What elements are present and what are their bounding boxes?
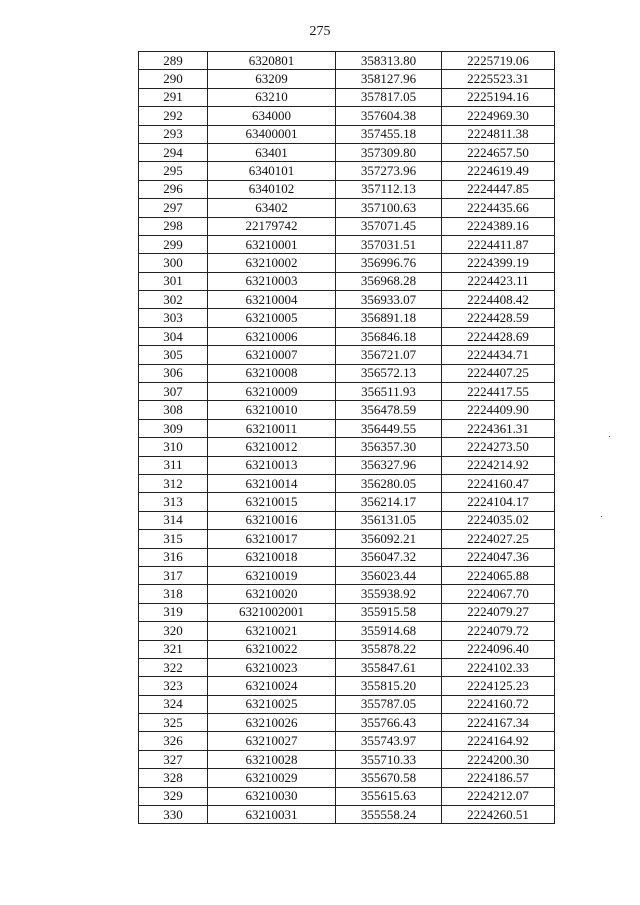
- table-row: [139, 419, 555, 437]
- point-index-cell: 314: [139, 511, 208, 529]
- point-id-cell: 63210018: [208, 548, 336, 566]
- y-coordinate-cell: 2224186.57: [442, 769, 555, 787]
- x-coordinate-cell: 356721.07: [336, 346, 442, 364]
- x-coordinate-cell: 355743.97: [336, 732, 442, 750]
- point-index-cell: 330: [139, 806, 208, 824]
- x-coordinate-cell: 357604.38: [336, 107, 442, 125]
- x-coordinate-cell: 355915.58: [336, 603, 442, 621]
- y-coordinate-cell: 2224035.02: [442, 511, 555, 529]
- point-index-cell: 297: [139, 199, 208, 217]
- table-row: [139, 695, 555, 713]
- x-coordinate-cell: 357031.51: [336, 235, 442, 253]
- table-row: [139, 180, 555, 198]
- x-coordinate-cell: 357071.45: [336, 217, 442, 235]
- point-index-cell: 319: [139, 603, 208, 621]
- point-id-cell: 63210007: [208, 346, 336, 364]
- point-id-cell: 6340101: [208, 162, 336, 180]
- table-row: [139, 658, 555, 676]
- point-index-cell: 322: [139, 658, 208, 676]
- x-coordinate-cell: 356996.76: [336, 254, 442, 272]
- point-id-cell: 63210: [208, 88, 336, 106]
- point-index-cell: 321: [139, 640, 208, 658]
- point-index-cell: 329: [139, 787, 208, 805]
- table-row: [139, 787, 555, 805]
- table-row: [139, 677, 555, 695]
- point-index-cell: 325: [139, 714, 208, 732]
- page-number: 275: [309, 24, 331, 39]
- x-coordinate-cell: 355787.05: [336, 695, 442, 713]
- table-row: [139, 806, 555, 824]
- point-id-cell: 63401: [208, 143, 336, 161]
- table-row: [139, 125, 555, 143]
- table-row: [139, 622, 555, 640]
- x-coordinate-cell: 356968.28: [336, 272, 442, 290]
- x-coordinate-cell: 355815.20: [336, 677, 442, 695]
- point-id-cell: 63210013: [208, 456, 336, 474]
- table-row: [139, 566, 555, 584]
- point-id-cell: 63210024: [208, 677, 336, 695]
- x-coordinate-cell: 355847.61: [336, 658, 442, 676]
- table-row: [139, 640, 555, 658]
- x-coordinate-cell: 355710.33: [336, 750, 442, 768]
- y-coordinate-cell: 2224047.36: [442, 548, 555, 566]
- x-coordinate-cell: 356023.44: [336, 566, 442, 584]
- x-coordinate-cell: 357112.13: [336, 180, 442, 198]
- y-coordinate-cell: 2224389.16: [442, 217, 555, 235]
- point-index-cell: 315: [139, 530, 208, 548]
- table-row: [139, 143, 555, 161]
- y-coordinate-cell: 2224200.30: [442, 750, 555, 768]
- y-coordinate-cell: 2224164.92: [442, 732, 555, 750]
- table-row: [139, 493, 555, 511]
- point-index-cell: 328: [139, 769, 208, 787]
- y-coordinate-cell: 2224434.71: [442, 346, 555, 364]
- x-coordinate-cell: 356449.55: [336, 419, 442, 437]
- table-row: [139, 530, 555, 548]
- point-index-cell: 326: [139, 732, 208, 750]
- point-index-cell: 300: [139, 254, 208, 272]
- table-row: [139, 327, 555, 345]
- table-row: [139, 107, 555, 125]
- y-coordinate-cell: 2225194.16: [442, 88, 555, 106]
- point-index-cell: 299: [139, 235, 208, 253]
- y-coordinate-cell: 2224447.85: [442, 180, 555, 198]
- y-coordinate-cell: 2224104.17: [442, 493, 555, 511]
- table-row: [139, 199, 555, 217]
- y-coordinate-cell: 2224657.50: [442, 143, 555, 161]
- point-index-cell: 290: [139, 70, 208, 88]
- point-id-cell: 6321002001: [208, 603, 336, 621]
- table-row: [139, 548, 555, 566]
- y-coordinate-cell: 2224411.87: [442, 235, 555, 253]
- y-coordinate-cell: 2224361.31: [442, 419, 555, 437]
- point-id-cell: 63209: [208, 70, 336, 88]
- y-coordinate-cell: 2225523.31: [442, 70, 555, 88]
- point-id-cell: 63210001: [208, 235, 336, 253]
- point-id-cell: 22179742: [208, 217, 336, 235]
- y-coordinate-cell: 2224273.50: [442, 438, 555, 456]
- point-id-cell: 63210010: [208, 401, 336, 419]
- x-coordinate-cell: 355914.68: [336, 622, 442, 640]
- y-coordinate-cell: 2224079.72: [442, 622, 555, 640]
- point-id-cell: 63210004: [208, 291, 336, 309]
- y-coordinate-cell: 2224125.23: [442, 677, 555, 695]
- point-index-cell: 289: [139, 52, 208, 70]
- coordinate-table: [138, 51, 555, 824]
- point-id-cell: 63210020: [208, 585, 336, 603]
- point-id-cell: 63210009: [208, 383, 336, 401]
- x-coordinate-cell: 356572.13: [336, 364, 442, 382]
- table-row: [139, 383, 555, 401]
- x-coordinate-cell: 357455.18: [336, 125, 442, 143]
- table-row: [139, 750, 555, 768]
- point-id-cell: 63210002: [208, 254, 336, 272]
- y-coordinate-cell: 2224408.42: [442, 291, 555, 309]
- table-row: [139, 511, 555, 529]
- point-index-cell: 296: [139, 180, 208, 198]
- table-row: [139, 346, 555, 364]
- point-id-cell: 63210006: [208, 327, 336, 345]
- point-id-cell: 63210022: [208, 640, 336, 658]
- y-coordinate-cell: 2224428.59: [442, 309, 555, 327]
- y-coordinate-cell: 2224619.49: [442, 162, 555, 180]
- point-index-cell: 293: [139, 125, 208, 143]
- point-id-cell: 63210028: [208, 750, 336, 768]
- x-coordinate-cell: 356478.59: [336, 401, 442, 419]
- x-coordinate-cell: 358313.80: [336, 52, 442, 70]
- table-row: [139, 272, 555, 290]
- y-coordinate-cell: 2224212.07: [442, 787, 555, 805]
- y-coordinate-cell: 2224067.70: [442, 585, 555, 603]
- point-index-cell: 303: [139, 309, 208, 327]
- x-coordinate-cell: 357309.80: [336, 143, 442, 161]
- x-coordinate-cell: 356933.07: [336, 291, 442, 309]
- table-row: [139, 732, 555, 750]
- x-coordinate-cell: 356047.32: [336, 548, 442, 566]
- point-index-cell: 316: [139, 548, 208, 566]
- point-index-cell: 320: [139, 622, 208, 640]
- x-coordinate-cell: 356280.05: [336, 474, 442, 492]
- point-index-cell: 324: [139, 695, 208, 713]
- y-coordinate-cell: 2224167.34: [442, 714, 555, 732]
- x-coordinate-cell: 357817.05: [336, 88, 442, 106]
- table-row: [139, 162, 555, 180]
- y-coordinate-cell: 2224428.69: [442, 327, 555, 345]
- coordinate-table-body: [139, 52, 555, 824]
- point-id-cell: 6320801: [208, 52, 336, 70]
- y-coordinate-cell: 2224027.25: [442, 530, 555, 548]
- table-row: [139, 254, 555, 272]
- point-id-cell: 63210031: [208, 806, 336, 824]
- point-id-cell: 63210003: [208, 272, 336, 290]
- y-coordinate-cell: 2224260.51: [442, 806, 555, 824]
- point-id-cell: 63210008: [208, 364, 336, 382]
- point-id-cell: 63210016: [208, 511, 336, 529]
- y-coordinate-cell: 2224160.47: [442, 474, 555, 492]
- point-index-cell: 311: [139, 456, 208, 474]
- point-id-cell: 63210021: [208, 622, 336, 640]
- point-index-cell: 292: [139, 107, 208, 125]
- point-index-cell: 312: [139, 474, 208, 492]
- point-id-cell: 634000: [208, 107, 336, 125]
- table-row: [139, 769, 555, 787]
- point-index-cell: 307: [139, 383, 208, 401]
- table-row: [139, 456, 555, 474]
- point-id-cell: 6340102: [208, 180, 336, 198]
- y-coordinate-cell: 2224102.33: [442, 658, 555, 676]
- table-row: [139, 585, 555, 603]
- point-index-cell: 302: [139, 291, 208, 309]
- y-coordinate-cell: 2225719.06: [442, 52, 555, 70]
- table-row: [139, 438, 555, 456]
- point-id-cell: 63210030: [208, 787, 336, 805]
- point-id-cell: 63402: [208, 199, 336, 217]
- y-coordinate-cell: 2224065.88: [442, 566, 555, 584]
- x-coordinate-cell: 356891.18: [336, 309, 442, 327]
- point-index-cell: 304: [139, 327, 208, 345]
- point-index-cell: 313: [139, 493, 208, 511]
- y-coordinate-cell: 2224423.11: [442, 272, 555, 290]
- y-coordinate-cell: 2224079.27: [442, 603, 555, 621]
- x-coordinate-cell: 356327.96: [336, 456, 442, 474]
- y-coordinate-cell: 2224096.40: [442, 640, 555, 658]
- x-coordinate-cell: 356511.93: [336, 383, 442, 401]
- point-id-cell: 63210023: [208, 658, 336, 676]
- x-coordinate-cell: 355670.58: [336, 769, 442, 787]
- point-id-cell: 63210017: [208, 530, 336, 548]
- point-index-cell: 306: [139, 364, 208, 382]
- table-row: [139, 474, 555, 492]
- point-index-cell: 318: [139, 585, 208, 603]
- y-coordinate-cell: 2224811.38: [442, 125, 555, 143]
- x-coordinate-cell: 355878.22: [336, 640, 442, 658]
- point-index-cell: 291: [139, 88, 208, 106]
- table-row: [139, 309, 555, 327]
- x-coordinate-cell: 355938.92: [336, 585, 442, 603]
- table-row: [139, 217, 555, 235]
- point-index-cell: 298: [139, 217, 208, 235]
- x-coordinate-cell: 356846.18: [336, 327, 442, 345]
- point-index-cell: 309: [139, 419, 208, 437]
- x-coordinate-cell: 356092.21: [336, 530, 442, 548]
- y-coordinate-cell: 2224214.92: [442, 456, 555, 474]
- point-index-cell: 294: [139, 143, 208, 161]
- point-id-cell: 63210027: [208, 732, 336, 750]
- y-coordinate-cell: 2224407.25: [442, 364, 555, 382]
- y-coordinate-cell: 2224409.90: [442, 401, 555, 419]
- table-row: [139, 88, 555, 106]
- x-coordinate-cell: 357273.96: [336, 162, 442, 180]
- x-coordinate-cell: 355766.43: [336, 714, 442, 732]
- y-coordinate-cell: 2224399.19: [442, 254, 555, 272]
- point-id-cell: 63210019: [208, 566, 336, 584]
- table-row: [139, 291, 555, 309]
- point-index-cell: 323: [139, 677, 208, 695]
- x-coordinate-cell: 358127.96: [336, 70, 442, 88]
- x-coordinate-cell: 356131.05: [336, 511, 442, 529]
- point-id-cell: 63210015: [208, 493, 336, 511]
- table-row: [139, 364, 555, 382]
- point-id-cell: 63210012: [208, 438, 336, 456]
- scan-speck: [609, 436, 610, 437]
- x-coordinate-cell: 356214.17: [336, 493, 442, 511]
- point-id-cell: 63210029: [208, 769, 336, 787]
- point-index-cell: 305: [139, 346, 208, 364]
- point-index-cell: 310: [139, 438, 208, 456]
- x-coordinate-cell: 356357.30: [336, 438, 442, 456]
- table-row: [139, 714, 555, 732]
- table-row: [139, 603, 555, 621]
- point-index-cell: 327: [139, 750, 208, 768]
- y-coordinate-cell: 2224417.55: [442, 383, 555, 401]
- point-id-cell: 63210014: [208, 474, 336, 492]
- point-id-cell: 63210011: [208, 419, 336, 437]
- point-id-cell: 63210005: [208, 309, 336, 327]
- x-coordinate-cell: 357100.63: [336, 199, 442, 217]
- point-index-cell: 308: [139, 401, 208, 419]
- point-index-cell: 317: [139, 566, 208, 584]
- point-index-cell: 301: [139, 272, 208, 290]
- scan-speck: [601, 516, 602, 517]
- point-id-cell: 63210025: [208, 695, 336, 713]
- point-index-cell: 295: [139, 162, 208, 180]
- x-coordinate-cell: 355558.24: [336, 806, 442, 824]
- table-row: [139, 235, 555, 253]
- table-row: [139, 401, 555, 419]
- point-id-cell: 63210026: [208, 714, 336, 732]
- table-row: [139, 52, 555, 70]
- y-coordinate-cell: 2224435.66: [442, 199, 555, 217]
- point-id-cell: 63400001: [208, 125, 336, 143]
- y-coordinate-cell: 2224969.30: [442, 107, 555, 125]
- x-coordinate-cell: 355615.63: [336, 787, 442, 805]
- table-row: [139, 70, 555, 88]
- y-coordinate-cell: 2224160.72: [442, 695, 555, 713]
